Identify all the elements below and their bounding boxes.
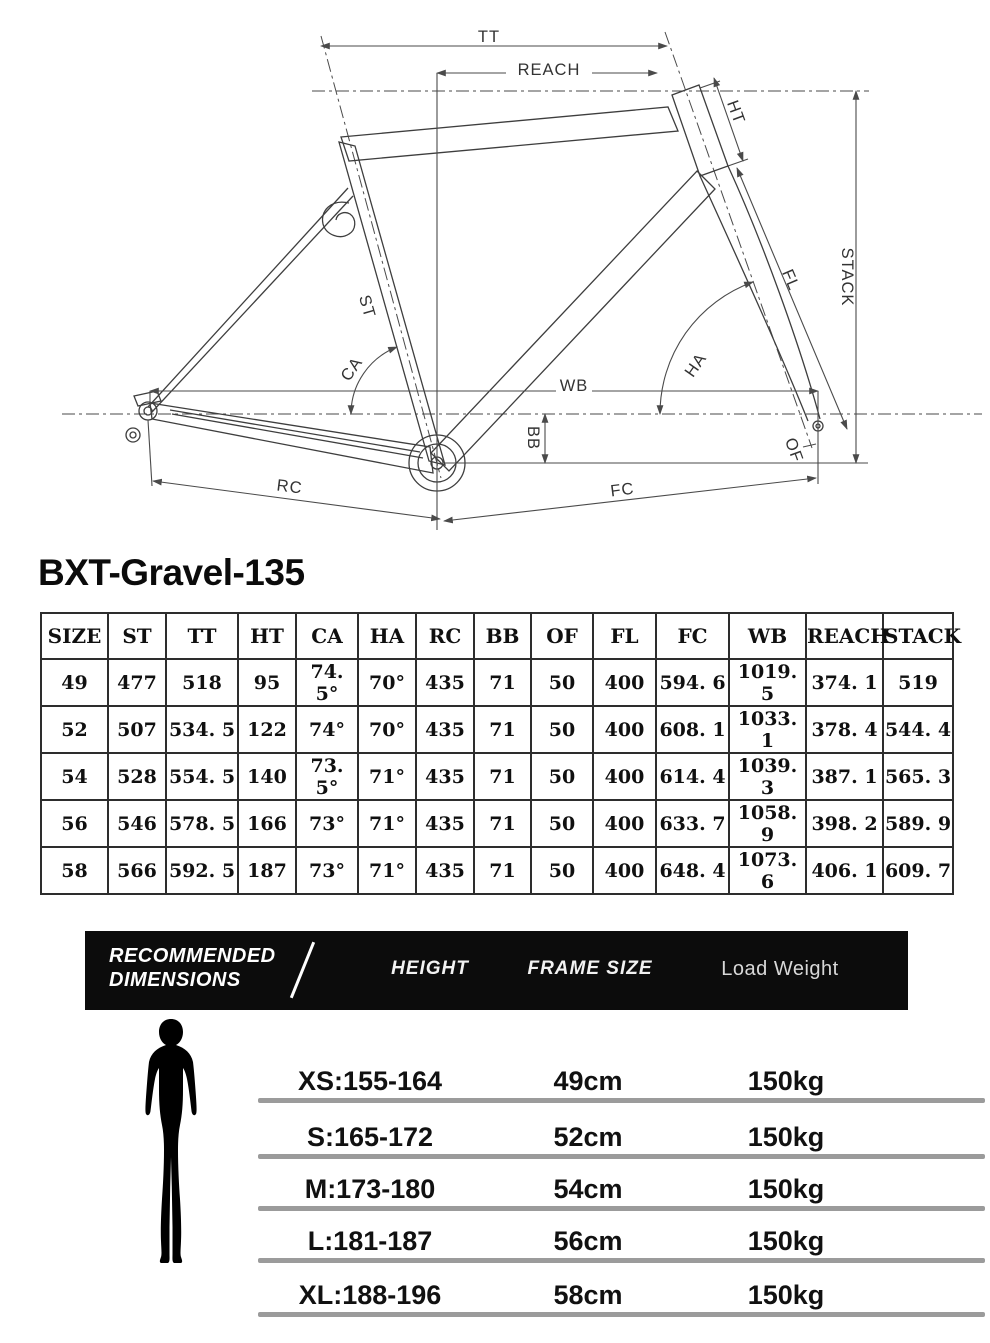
geometry-column-header: HA [358, 613, 416, 659]
dim-label-of: OF [780, 435, 807, 466]
height-range: M:173-180 [304, 1174, 436, 1204]
geometry-column-header: TT [166, 613, 238, 659]
geometry-cell: 70° [358, 706, 416, 753]
dim-label-ca: CA [337, 353, 367, 385]
frame-size-value: 56cm [553, 1226, 623, 1256]
height-range: S:165-172 [306, 1122, 434, 1152]
geometry-cell: 534. 5 [166, 706, 238, 753]
geometry-column-header: STACK [883, 613, 953, 659]
geometry-column-header: SIZE [41, 613, 108, 659]
size-row [0, 1066, 990, 1108]
geometry-cell: 74. 5° [296, 659, 358, 706]
geometry-cell: 435 [416, 706, 474, 753]
row-divider [258, 1206, 985, 1211]
dim-label-fc: FC [609, 479, 636, 501]
geometry-column-header: FL [593, 613, 656, 659]
geometry-column-header: RC [416, 613, 474, 659]
geometry-cell: 477 [108, 659, 166, 706]
geometry-cell: 71 [474, 800, 531, 847]
geometry-cell: 435 [416, 659, 474, 706]
geometry-cell: 507 [108, 706, 166, 753]
geometry-cell: 400 [593, 800, 656, 847]
geometry-cell: 378. 4 [806, 706, 883, 753]
geometry-cell: 140 [238, 753, 296, 800]
geometry-cell: 50 [531, 659, 593, 706]
geometry-cell: 166 [238, 800, 296, 847]
dim-label-fl: FL [778, 266, 804, 294]
height-range: XL:188-196 [298, 1280, 442, 1310]
frame-size-value: 52cm [553, 1122, 623, 1152]
height-range: XS:155-164 [297, 1066, 443, 1096]
geometry-cell: 546 [108, 800, 166, 847]
load-weight-value: 150kg [747, 1226, 825, 1256]
geometry-cell: 1073. 6 [729, 847, 806, 894]
height-range: L:181-187 [307, 1226, 433, 1256]
load-weight-value: 150kg [747, 1122, 825, 1152]
dim-label-reach: REACH [517, 61, 581, 79]
geometry-column-header: BB [474, 613, 531, 659]
geometry-cell: 71 [474, 706, 531, 753]
geometry-cell: 71 [474, 847, 531, 894]
geometry-cell: 400 [593, 706, 656, 753]
geometry-cell: 594. 6 [656, 659, 729, 706]
geometry-cell: 122 [238, 706, 296, 753]
banner-title-line1: RECOMMENDED [109, 945, 276, 967]
geometry-column-header: CA [296, 613, 358, 659]
size-row [0, 1174, 990, 1216]
row-divider [258, 1098, 985, 1103]
geometry-cell: 608. 1 [656, 706, 729, 753]
geometry-cell: 50 [531, 706, 593, 753]
column-header-frame-size: FRAME SIZE [527, 958, 653, 979]
dim-label-ht: HT [723, 97, 749, 127]
geometry-cell: 398. 2 [806, 800, 883, 847]
geometry-cell: 71° [358, 800, 416, 847]
load-weight-value: 150kg [747, 1280, 825, 1310]
geometry-cell: 566 [108, 847, 166, 894]
dim-label-rc: RC [275, 476, 304, 498]
geometry-column-header: REACH [806, 613, 883, 659]
geometry-column-header: HT [238, 613, 296, 659]
geometry-cell: 589. 9 [883, 800, 953, 847]
geometry-column-header: ST [108, 613, 166, 659]
geometry-cell: 400 [593, 659, 656, 706]
geometry-cell: 565. 3 [883, 753, 953, 800]
geometry-column-header: OF [531, 613, 593, 659]
geometry-cell: 387. 1 [806, 753, 883, 800]
geometry-cell: 187 [238, 847, 296, 894]
size-row [0, 1122, 990, 1164]
geometry-cell: 73° [296, 800, 358, 847]
load-weight-value: 150kg [747, 1066, 825, 1096]
geometry-cell: 609. 7 [883, 847, 953, 894]
row-divider [258, 1154, 985, 1159]
frame-size-value: 54cm [553, 1174, 623, 1204]
load-weight-value: 150kg [747, 1174, 825, 1204]
geometry-cell: 435 [416, 847, 474, 894]
geometry-cell: 58 [41, 847, 108, 894]
geometry-cell: 554. 5 [166, 753, 238, 800]
dim-label-wb: WB [559, 377, 589, 395]
geometry-cell: 406. 1 [806, 847, 883, 894]
geometry-cell: 50 [531, 800, 593, 847]
geometry-cell: 528 [108, 753, 166, 800]
geometry-cell: 633. 7 [656, 800, 729, 847]
row-divider [258, 1258, 985, 1263]
geometry-cell: 50 [531, 753, 593, 800]
geometry-cell: 49 [41, 659, 108, 706]
geometry-cell: 74° [296, 706, 358, 753]
dim-label-ha: HA [681, 349, 711, 381]
geometry-cell: 400 [593, 847, 656, 894]
geometry-cell: 73. 5° [296, 753, 358, 800]
geometry-cell: 435 [416, 753, 474, 800]
geometry-column-header: WB [729, 613, 806, 659]
geometry-cell: 648. 4 [656, 847, 729, 894]
geometry-cell: 50 [531, 847, 593, 894]
geometry-cell: 1058. 9 [729, 800, 806, 847]
geometry-cell: 1033. 1 [729, 706, 806, 753]
geometry-column-header: FC [656, 613, 729, 659]
size-row [0, 1280, 990, 1322]
size-row [0, 1226, 990, 1268]
row-divider [258, 1312, 985, 1317]
column-header-height: HEIGHT [391, 958, 469, 979]
geometry-cell: 519 [883, 659, 953, 706]
geometry-cell: 71° [358, 847, 416, 894]
geometry-cell: 71 [474, 659, 531, 706]
geometry-cell: 1019. 5 [729, 659, 806, 706]
geometry-cell: 73° [296, 847, 358, 894]
geometry-cell: 374. 1 [806, 659, 883, 706]
dim-label-st: ST [354, 293, 379, 321]
geometry-cell: 56 [41, 800, 108, 847]
geometry-cell: 435 [416, 800, 474, 847]
banner-title-line2: DIMENSIONS [109, 969, 241, 991]
geometry-cell: 1039. 3 [729, 753, 806, 800]
geometry-cell: 95 [238, 659, 296, 706]
geometry-cell: 70° [358, 659, 416, 706]
geometry-cell: 578. 5 [166, 800, 238, 847]
column-header-load-weight: Load Weight [721, 958, 839, 980]
dim-label-stack: STACK [838, 247, 856, 307]
geometry-cell: 592. 5 [166, 847, 238, 894]
frame-size-value: 49cm [553, 1066, 623, 1096]
geometry-cell: 52 [41, 706, 108, 753]
geometry-cell: 54 [41, 753, 108, 800]
dim-label-tt: TT [477, 28, 501, 46]
geometry-cell: 400 [593, 753, 656, 800]
geometry-cell: 518 [166, 659, 238, 706]
geometry-cell: 544. 4 [883, 706, 953, 753]
geometry-cell: 614. 4 [656, 753, 729, 800]
geometry-cell: 71° [358, 753, 416, 800]
dim-label-bb: BB [524, 425, 542, 451]
page-title: BXT-Gravel-135 [38, 552, 305, 593]
geometry-cell: 71 [474, 753, 531, 800]
frame-size-value: 58cm [553, 1280, 623, 1310]
